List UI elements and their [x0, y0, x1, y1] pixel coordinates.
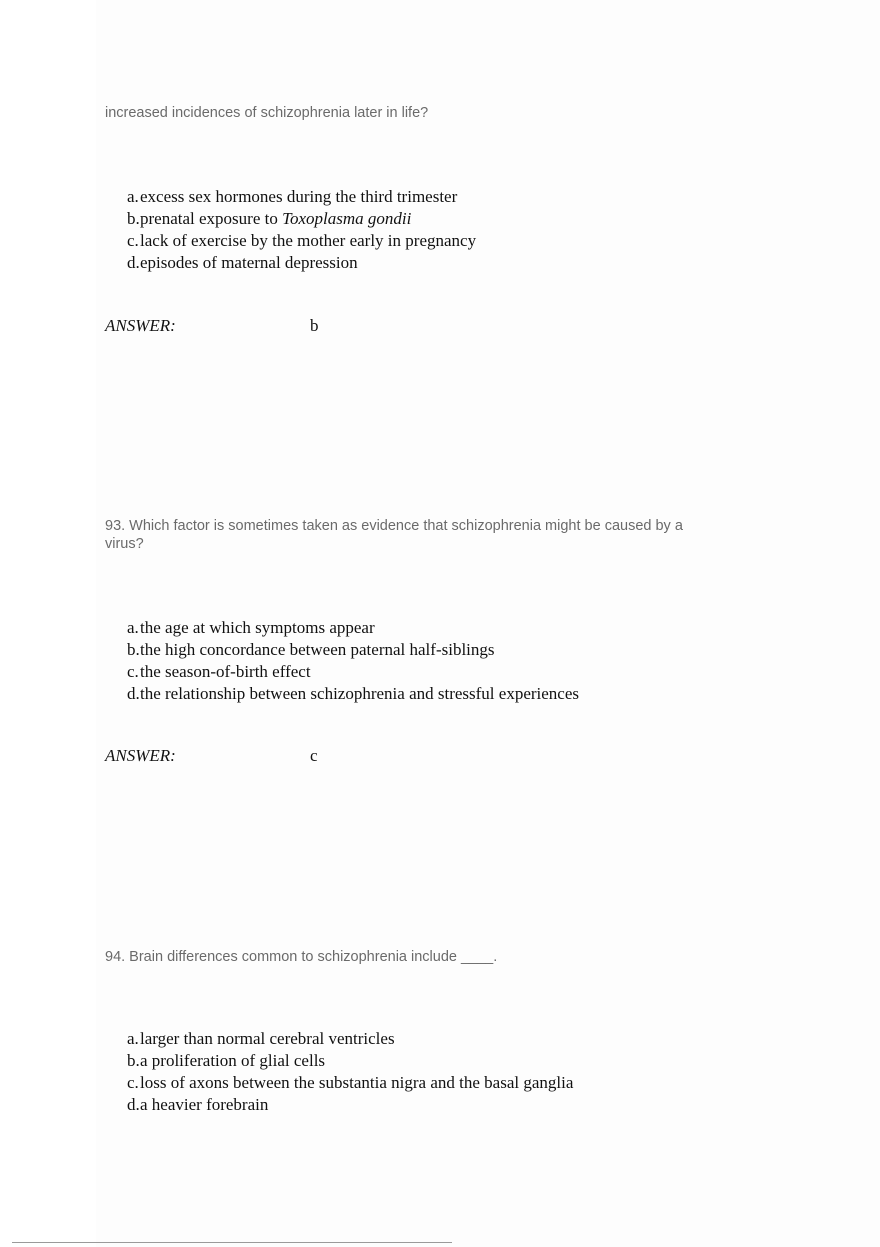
option-letter: a.: [127, 618, 139, 637]
option-letter: a.: [127, 187, 139, 206]
option-letter: c.: [127, 662, 139, 681]
option-text: a proliferation of glial cells: [140, 1051, 326, 1070]
option-d[interactable]: [127, 252, 747, 274]
option-text: episodes of maternal depression: [140, 253, 358, 272]
option-text-italic: Toxoplasma gondii: [282, 209, 412, 228]
question-94-options: [127, 1028, 747, 1116]
question-92-options: [127, 186, 747, 274]
option-d[interactable]: [127, 683, 747, 705]
question-92-stem: increased incidences of schizophrenia later in life?: [105, 105, 429, 121]
option-text: the high concordance between paternal half-siblings: [140, 640, 495, 659]
option-b[interactable]: [127, 1050, 747, 1072]
answer-label: ANSWER:: [105, 316, 176, 335]
option-letter: d.: [127, 1095, 140, 1114]
option-text: loss of axons between the substantia nigra and the basal ganglia: [140, 1073, 574, 1092]
option-text: a heavier forebrain: [140, 1095, 269, 1114]
option-text: the season-of-birth effect: [140, 662, 311, 681]
option-letter: d.: [127, 253, 140, 272]
option-letter: a.: [127, 1029, 139, 1048]
footer-divider: [12, 1242, 452, 1243]
option-letter: b.: [127, 1051, 140, 1070]
option-letter: c.: [127, 1073, 139, 1092]
option-text: prenatal exposure to: [140, 209, 283, 228]
option-a[interactable]: [127, 1028, 747, 1050]
option-c[interactable]: [127, 661, 747, 683]
option-c[interactable]: [127, 1072, 747, 1094]
option-d[interactable]: [127, 1094, 747, 1116]
option-letter: c.: [127, 231, 139, 250]
option-text: the age at which symptoms appear: [140, 618, 375, 637]
question-93-options: [127, 617, 747, 705]
option-c[interactable]: [127, 230, 747, 252]
option-text: larger than normal cerebral ventricles: [140, 1029, 395, 1048]
option-a[interactable]: [127, 617, 747, 639]
option-a[interactable]: [127, 186, 747, 208]
answer-value: b: [310, 316, 319, 335]
option-text: lack of exercise by the mother early in pregnancy: [140, 231, 477, 250]
option-b[interactable]: [127, 208, 747, 230]
option-text: excess sex hormones during the third trimester: [140, 187, 458, 206]
answer-label: ANSWER:: [105, 746, 176, 765]
option-letter: b.: [127, 209, 140, 228]
option-text: the relationship between schizophrenia and stressful experiences: [140, 684, 580, 703]
option-letter: d.: [127, 684, 140, 703]
answer-value: c: [310, 746, 318, 765]
question-94-stem: 94. Brain differences common to schizophrenia include ____.: [105, 949, 498, 965]
option-letter: b.: [127, 640, 140, 659]
option-b[interactable]: [127, 639, 747, 661]
question-93-stem: 93. Which factor is sometimes taken as evidence that schizophrenia might be caused by a virus?: [105, 518, 683, 552]
